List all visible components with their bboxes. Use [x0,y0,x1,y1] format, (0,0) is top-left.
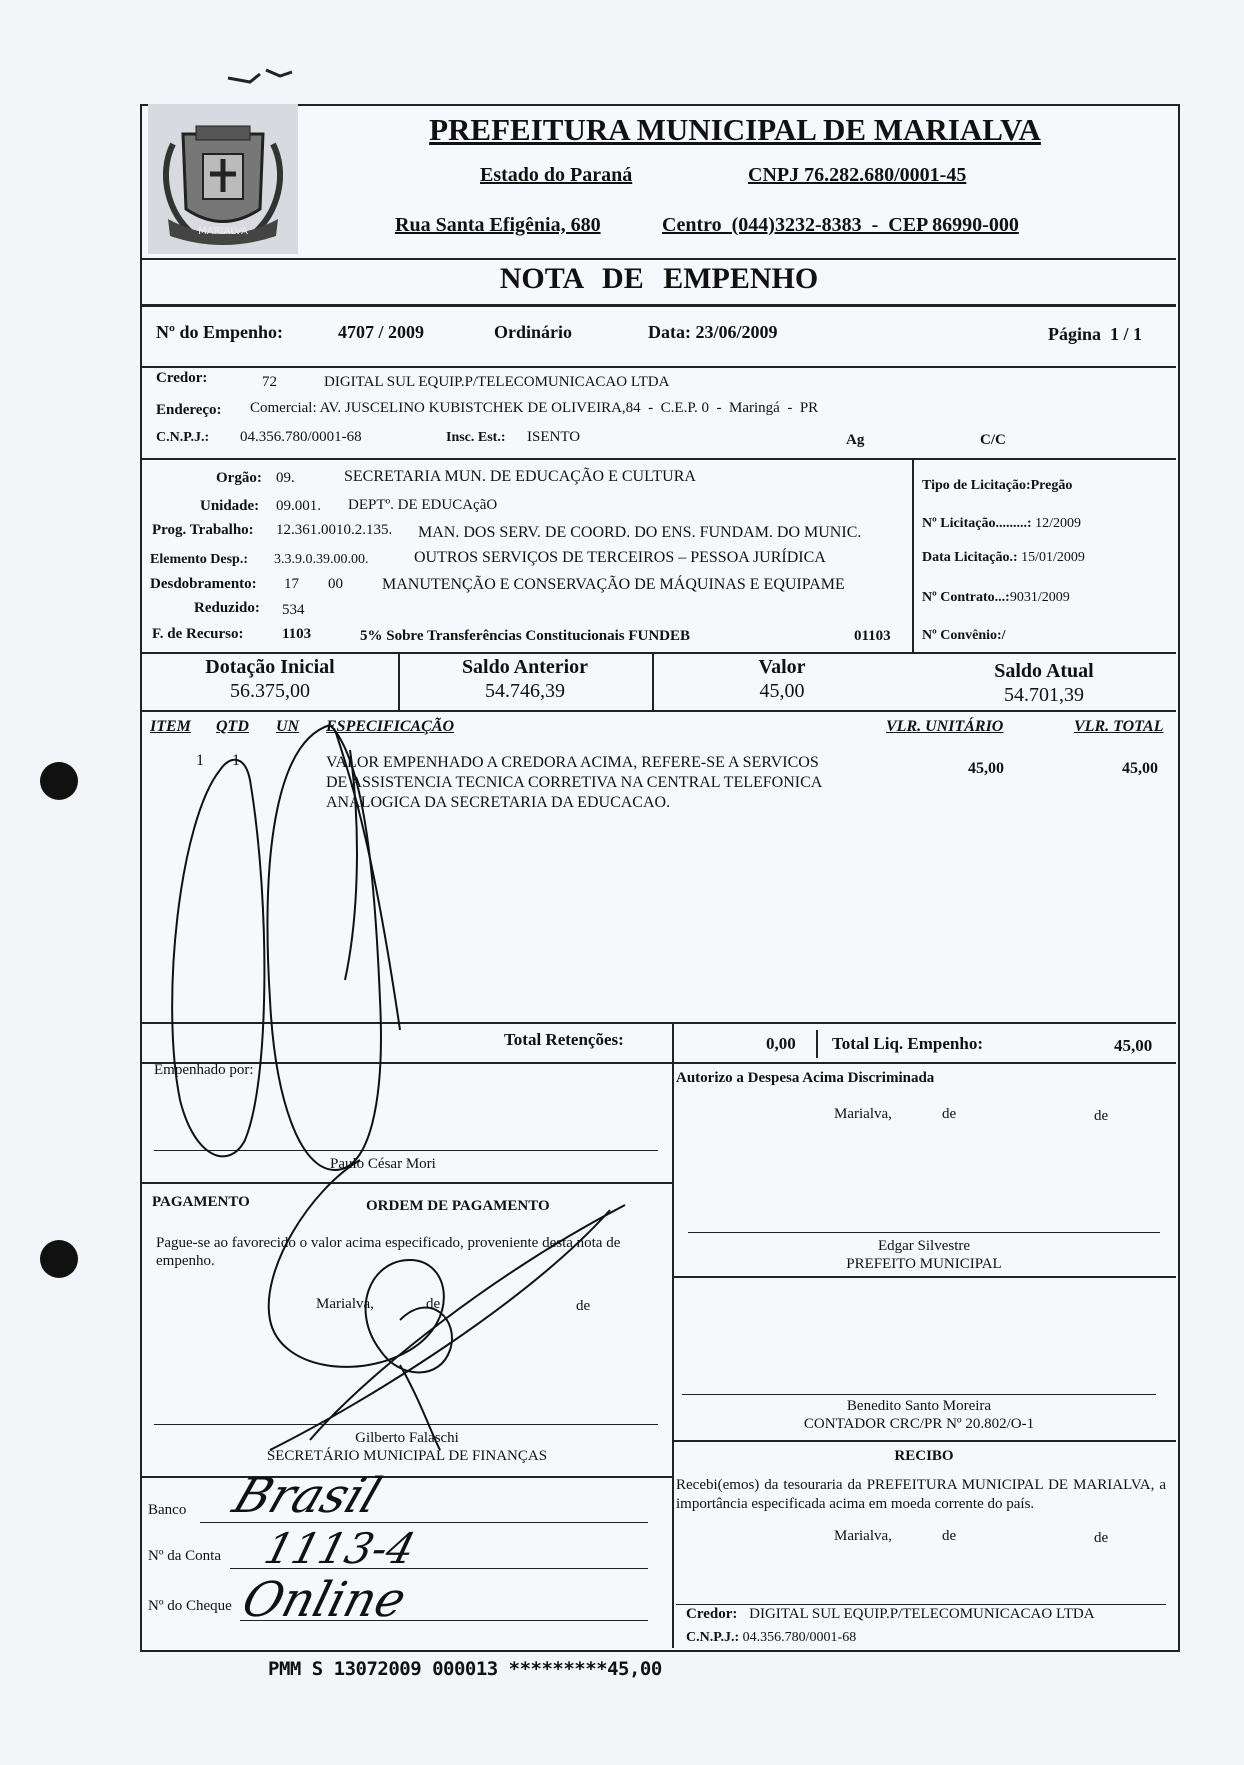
recurso-code2: 01103 [854,628,891,644]
licitacao-tipo: Tipo de Licitação:Pregão [922,478,1073,493]
item-spec-line1: VALOR EMPENHADO A CREDORA ACIMA, REFERE-SE A SERVICOS [326,754,819,771]
unidade-name: DEPTº. DE EDUCAçãO [348,497,498,513]
item-number: 1 [196,752,204,769]
item-spec-line3: ANALOGICA DA SECRETARIA DA EDUCACAO. [326,794,671,811]
endereco-label: Endereço: [156,402,222,418]
recibo-credor-label: Credor: [686,1606,738,1622]
liq-label: Total Liq. Empenho: [832,1034,983,1053]
elemento-name: OUTROS SERVIÇOS DE TERCEIROS – PESSOA JURÍDICA [414,549,826,566]
unidade-label: Unidade: [200,498,260,514]
empenhado-label: Empenhado por: [154,1062,254,1078]
pagamento-label: PAGAMENTO [152,1194,250,1210]
prog-name: MAN. DOS SERV. DE COORD. DO ENS. FUNDAM. DO MUNIC. [418,524,862,541]
svg-text:MARIALVA: MARIALVA [198,226,248,237]
empenho-label: Nº do Empenho: [156,322,283,342]
autorizo-label: Autorizo a Despesa Acima Discriminada [676,1070,935,1086]
autorizo-signer-role: PREFEITO MUNICIPAL [846,1256,1002,1272]
recibo-text: Recebi(emos) da tesouraria da PREFEITURA MUNICIPAL DE MARIALVA, a importância especificada acima em moeda corrente do país. [676,1477,1166,1512]
pagamento-de1: de [426,1296,441,1312]
cheque-value: Online [236,1572,412,1628]
col-qtd: QTD [216,718,249,735]
header-state: Estado do Paraná [480,164,633,186]
empenhado-signer: Paulo César Mori [330,1156,436,1172]
empenho-number: 4707 / 2009 [338,322,425,342]
unidade-code: 09.001. [276,498,321,514]
col-spec: ESPECIFICAÇÃO [326,718,455,735]
orgao-label: Orgão: [216,470,262,486]
elemento-code: 3.3.9.0.39.00.00. [274,552,369,567]
recibo-de1: de [942,1528,957,1544]
banco-label: Banco [148,1502,187,1518]
recibo-cnpj-value: 04.356.780/0001-68 [742,1630,857,1645]
retencoes-value: 0,00 [766,1034,796,1053]
autorizo-de1: de [942,1106,957,1122]
insc-value: ISENTO [527,429,581,445]
recibo-label: RECIBO [894,1448,954,1464]
ag-label: Ag [846,432,865,448]
prog-code: 12.361.0010.2.135. [276,522,393,538]
endereco-value: Comercial: AV. JUSCELINO KUBISTCHEK DE OLIVEIRA,84 - C.E.P. 0 - Maringá - PR [250,400,819,416]
cc-label: C/C [980,432,1006,448]
binder-hole-top [40,762,78,800]
recurso-label: F. de Recurso: [152,626,244,642]
recibo-cnpj-label: C.N.P.J.: [686,1630,740,1645]
dotacao-value: 56.375,00 [230,680,310,702]
saldo-anterior-label: Saldo Anterior [461,656,589,678]
item-spec-line2: DE ASSISTENCIA TECNICA CORRETIVA NA CENTRAL TELEFONICA [326,774,823,791]
valor-value: 45,00 [759,680,805,702]
licitacao-contrato-label: Nº Contrato...: [922,590,1010,605]
cnpj-label: C.N.P.J.: [156,430,210,445]
desdob-code2: 00 [328,576,343,592]
banco-value: Brasil [225,1468,389,1524]
col-un: UN [276,718,300,735]
col-item: ITEM [150,718,191,735]
col-total-value: VLR. TOTAL [1074,718,1164,735]
binder-hole-bottom [40,1240,78,1278]
cheque-label: Nº do Cheque [148,1598,232,1614]
contador-name: Benedito Santo Moreira [846,1398,992,1414]
credor-name: DIGITAL SUL EQUIP.P/TELECOMUNICACAO LTDA [324,374,670,390]
saldo-anterior-value: 54.746,39 [485,680,565,702]
item-unit-value: 45,00 [968,760,1004,777]
orgao-code: 09. [276,470,295,486]
autorizo-place: Marialva, [834,1106,892,1122]
licitacao-data [922,550,1085,566]
page-number: Página 1 / 1 [1048,324,1143,344]
recibo-cnpj [686,1630,856,1646]
doc-title: NOTA DE EMPENHO [499,262,819,295]
desdob-code1: 17 [284,576,299,592]
payment-stamp-text: PMM S 13072009 000013 *********45,00 [268,1658,662,1680]
saldo-atual-value: 54.701,39 [1004,684,1084,706]
saldo-atual-label: Saldo Atual [994,660,1094,682]
elemento-label: Elemento Desp.: [150,552,248,567]
pagamento-de2: de [576,1298,591,1314]
recurso-name: 5% Sobre Transferências Constitucionais FUNDEB [360,628,691,644]
licitacao-numero-label: Nº Licitação.........: [922,516,1032,531]
recurso-code: 1103 [282,626,312,642]
licitacao-numero [922,516,1081,532]
licitacao-contrato [922,590,1070,606]
header-title: PREFEITURA MUNICIPAL DE MARIALVA [429,112,1041,147]
pagamento-signer-role: SECRETÁRIO MUNICIPAL DE FINANÇAS [266,1448,548,1464]
recibo-de2: de [1094,1530,1109,1546]
staple-mark [220,56,330,96]
credor-code: 72 [262,374,277,390]
desdob-name: MANUTENÇÃO E CONSERVAÇÃO DE MÁQUINAS E EQUIPAME [382,576,845,593]
licitacao-data-value: 15/01/2009 [1021,550,1085,565]
recibo-credor-value: DIGITAL SUL EQUIP.P/TELECOMUNICACAO LTDA [749,1606,1095,1622]
contador-role: CONTADOR CRC/PR Nº 20.802/O-1 [803,1416,1035,1432]
header-cnpj: CNPJ 76.282.680/0001-45 [748,164,967,186]
liq-value: 45,00 [1114,1036,1153,1055]
reduzido-value: 534 [282,602,305,618]
pagamento-place: Marialva, [316,1296,374,1312]
empenho-type: Ordinário [494,322,573,342]
conta-value: 1113-4 [259,1524,421,1573]
col-unit-value: VLR. UNITÁRIO [886,718,1004,735]
item-total-value: 45,00 [1122,760,1158,777]
item-qtd: 1 [232,752,240,769]
header-street: Rua Santa Efigênia, 680 [395,214,601,236]
autorizo-signer-name: Edgar Silvestre [877,1238,971,1254]
pagamento-text: Pague-se ao favorecido o valor acima especificado, proveniente desta nota de empenho. [156,1235,621,1269]
coat-of-arms-logo [148,104,298,254]
pagamento-signer-name: Gilberto Falaschi [355,1430,459,1446]
recibo-place: Marialva, [834,1528,892,1544]
orgao-name: SECRETARIA MUN. DE EDUCAÇÃO E CULTURA [344,468,696,485]
prog-label: Prog. Trabalho: [152,522,254,538]
insc-label: Insc. Est.: [446,430,506,445]
retencoes-label: Total Retenções: [504,1030,624,1049]
licitacao-numero-value: 12/2009 [1035,516,1081,531]
credor-label: Credor: [156,370,208,386]
autorizo-de2: de [1094,1108,1109,1124]
licitacao-convenio: Nº Convênio:/ [922,628,1006,643]
ordem-pagamento: ORDEM DE PAGAMENTO [366,1198,550,1214]
reduzido-label: Reduzido: [194,600,260,616]
dotacao-label: Dotação Inicial [205,656,335,678]
valor-label: Valor [758,656,806,678]
cnpj-value: 04.356.780/0001-68 [240,429,362,445]
licitacao-contrato-value: 9031/2009 [1009,590,1070,605]
desdob-label: Desdobramento: [150,576,257,592]
licitacao-data-label: Data Licitação.: [922,550,1018,565]
empenho-date: Data: 23/06/2009 [648,322,778,342]
recibo-credor [686,1606,1095,1623]
conta-label: Nº da Conta [148,1548,221,1564]
header-district-phone-cep: Centro (044)3232-8383 - CEP 86990-000 [662,214,1019,236]
